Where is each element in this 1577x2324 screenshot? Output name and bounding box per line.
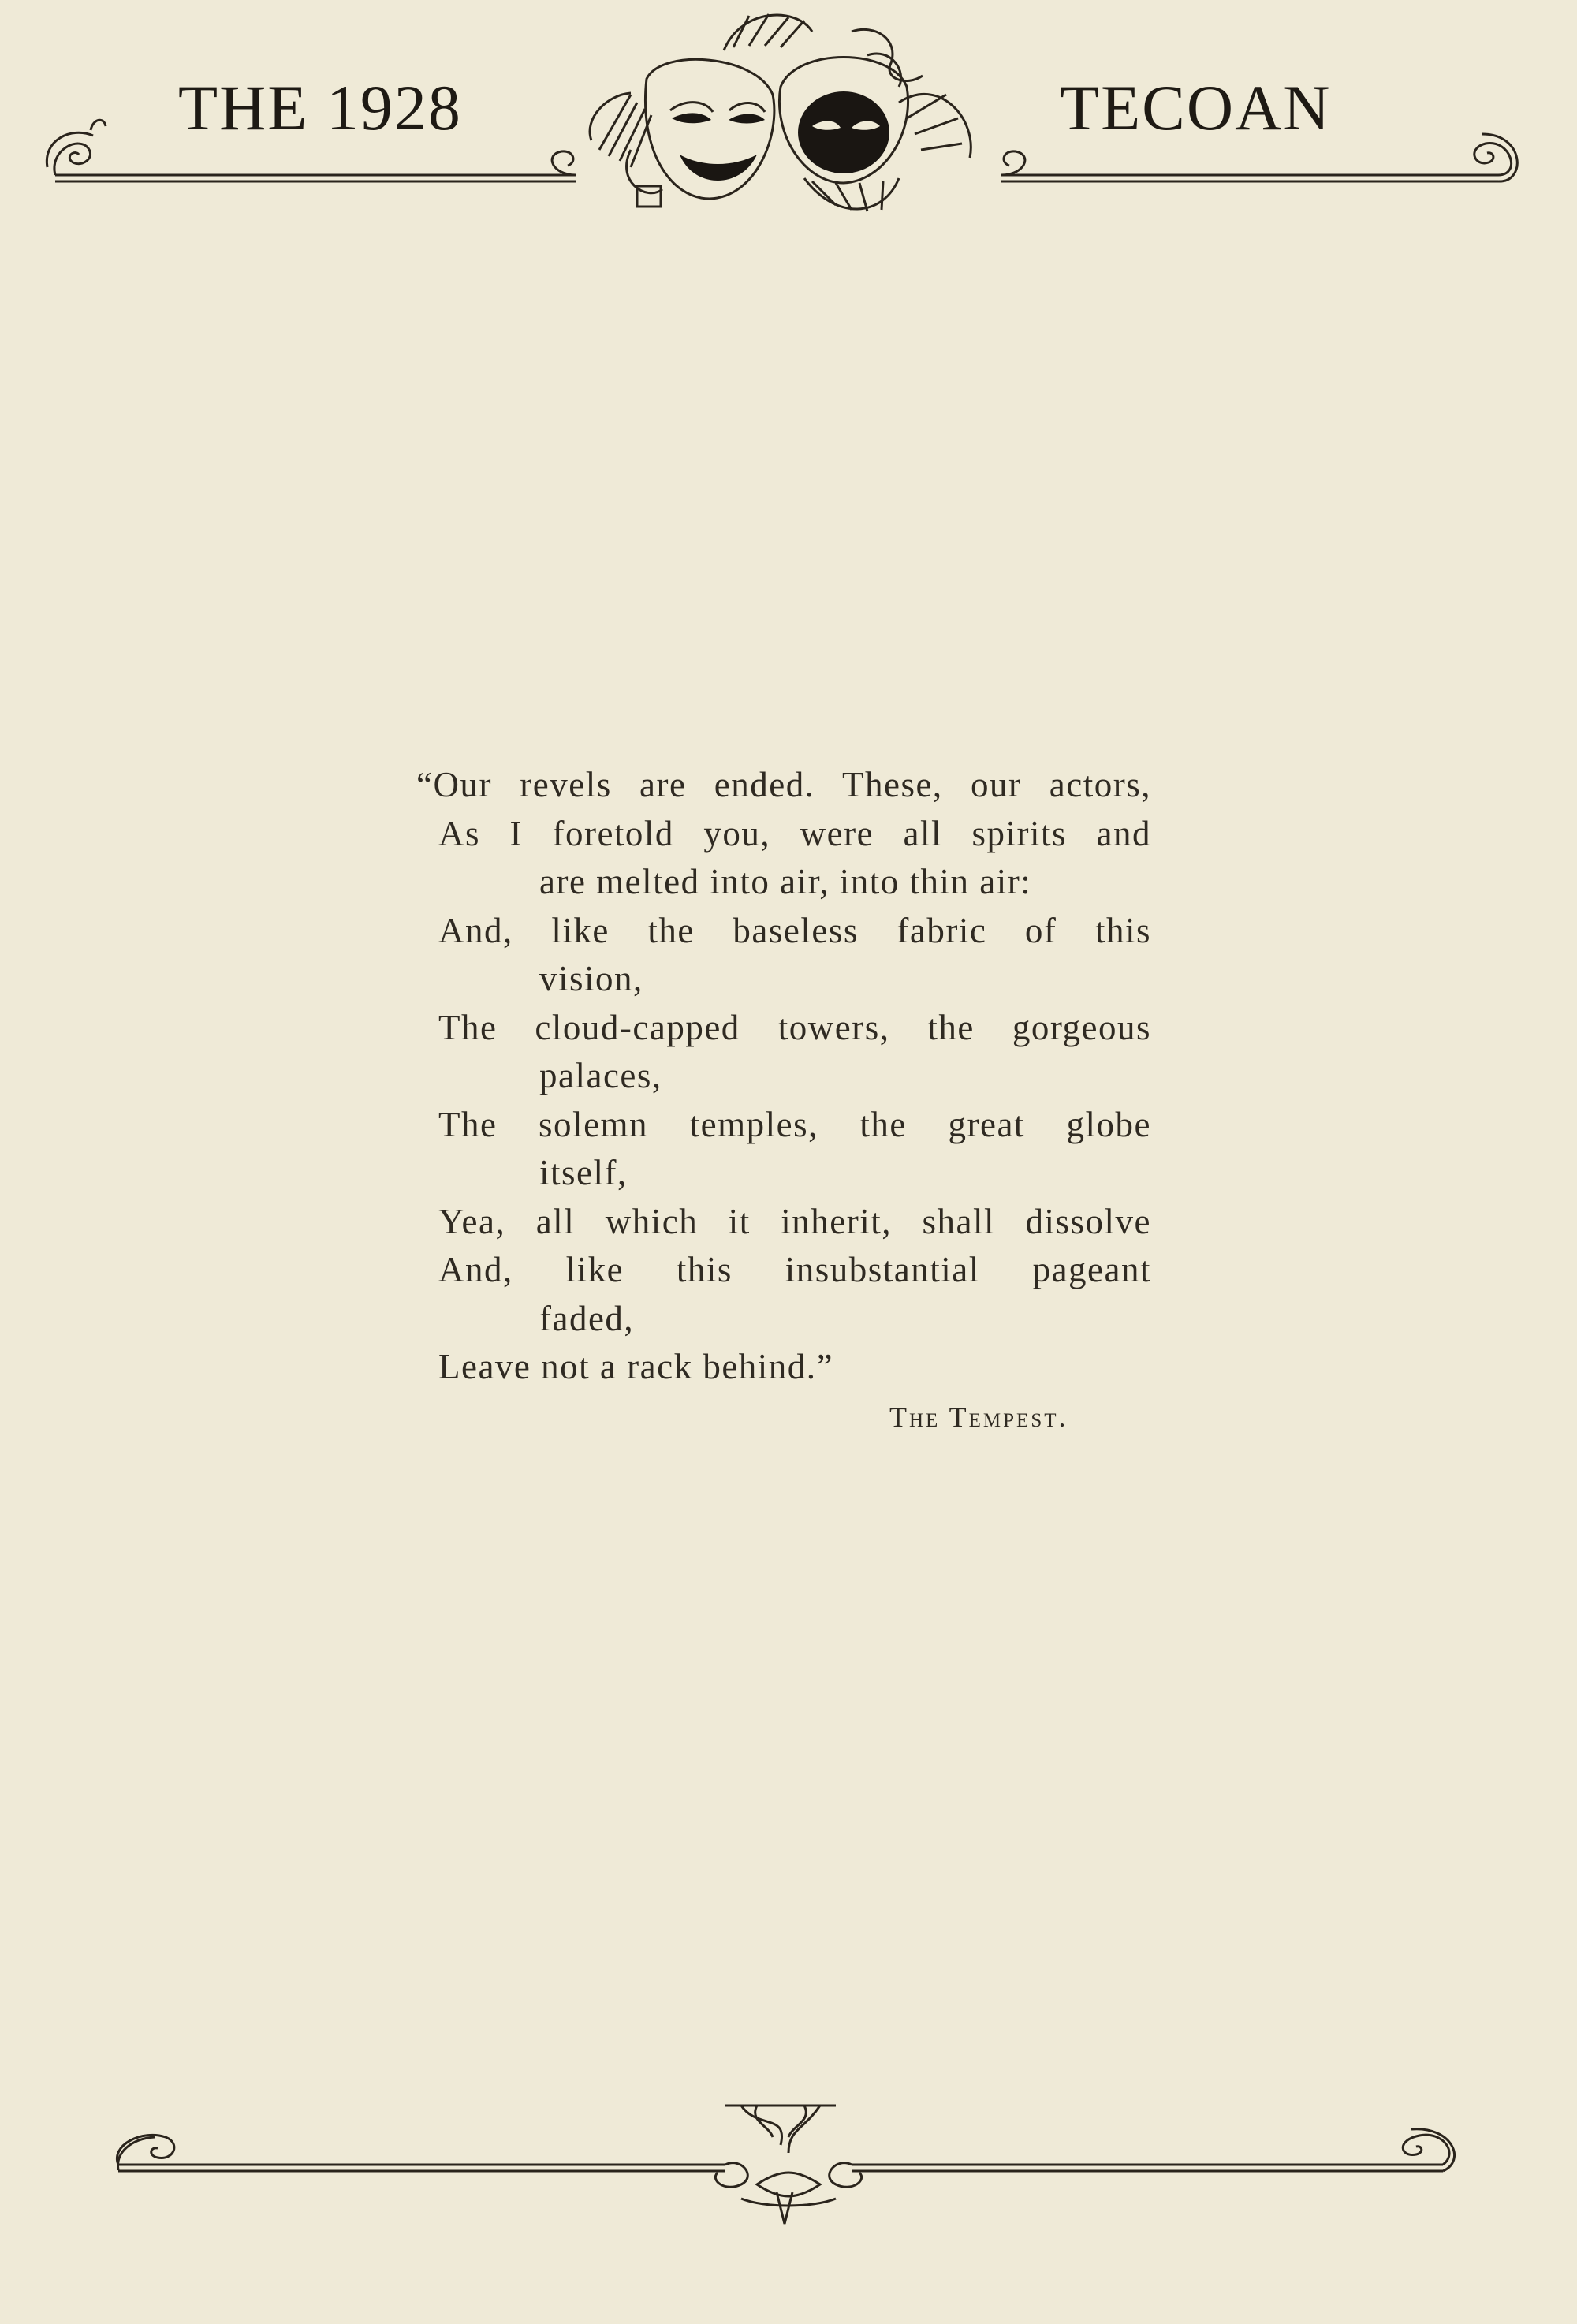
poem-attribution: The Tempest. [889, 1401, 1068, 1433]
poem-line: Leave not a rack behind.” [438, 1347, 834, 1386]
poem-line: And, like this insubstantial pageant [438, 1250, 1151, 1289]
poem-line: And, like the baseless fabric of this [438, 910, 1151, 950]
poem-quote [394, 761, 1151, 1392]
poem-line: As I foretold you, were all spirits and [438, 813, 1151, 853]
poem-line: are melted into air, into thin air: [539, 862, 1032, 901]
poem-line: The solemn temples, the great globe [438, 1104, 1151, 1144]
header-title-right: TECOAN [1060, 72, 1332, 144]
header-title-left: THE 1928 [178, 72, 462, 144]
poem-line: itself, [539, 1153, 628, 1192]
poem-line: Yea, all which it inherit, shall dissolve [438, 1201, 1151, 1241]
poem-line: “Our revels are ended. These, our actors, [416, 765, 1151, 804]
poem-line: The cloud-capped towers, the gorgeous [438, 1007, 1151, 1047]
poem-line: vision, [539, 959, 643, 998]
poem-line: faded, [539, 1298, 635, 1338]
poem-line: palaces, [539, 1056, 662, 1095]
scroll-ornament-icon [0, 2082, 1577, 2240]
